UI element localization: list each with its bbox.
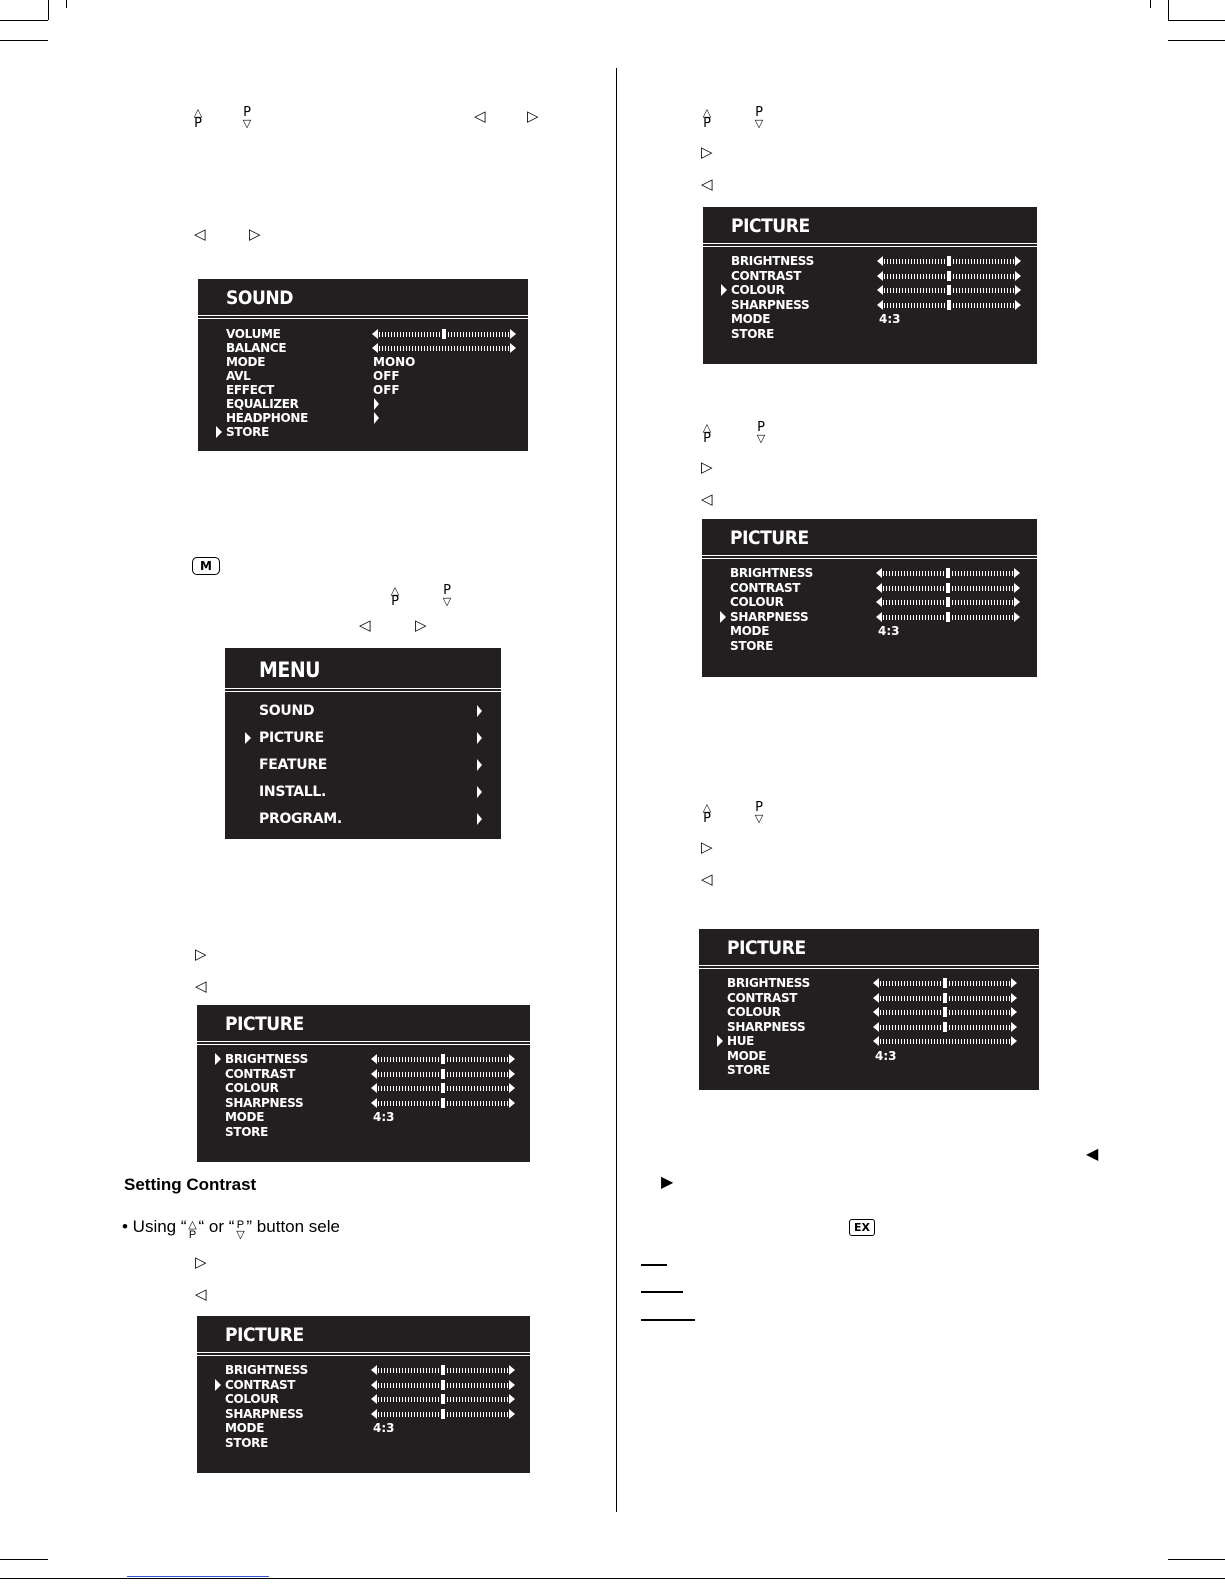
left-arrow-icon: ◁ [195,977,207,995]
menu-button-icon: M [192,557,220,575]
crop-mark [0,1559,48,1560]
balance-slider [372,343,516,353]
colour-slider [371,1394,515,1404]
crop-mark [0,40,48,41]
avl-value: OFF [373,369,400,383]
osd-row-mode: MODE [730,624,770,638]
program-up-icon: △ P [193,106,203,131]
left-arrow-icon: ◁ [195,1285,207,1303]
right-arrow-icon: ▷ [701,143,713,161]
osd-row-brightness: BRIGHTNESS [225,1052,308,1066]
osd-row-volume: VOLUME [226,327,281,341]
sharpness-slider [877,300,1021,310]
program-down-icon: P ▽ [754,105,764,130]
crop-mark [0,20,48,21]
colour-slider [873,1007,1017,1017]
program-down-icon: P ▽ [754,800,764,825]
underline-mark [641,1319,695,1321]
brightness-slider [371,1054,515,1064]
submenu-arrow-icon [477,813,482,825]
osd-row-colour: COLOUR [225,1392,279,1406]
left-arrow-icon: ◁ [194,225,206,243]
right-arrow-icon: ▷ [249,225,261,243]
contrast-slider [371,1380,515,1390]
osd-row-effect: EFFECT [226,383,274,397]
mode-value: 4:3 [879,312,901,326]
osd-row-store: STORE [730,638,773,653]
menu-item-feature: FEATURE [259,757,328,773]
exit-button-icon: EX [849,1219,875,1236]
osd-row-brightness: BRIGHTNESS [730,566,813,580]
sound-menu-osd [198,279,528,451]
picture-menu-osd [197,1005,530,1162]
sharpness-slider [876,612,1020,622]
picture-menu-osd [702,519,1037,677]
submenu-arrow-icon [374,412,379,424]
menu-item-picture: PICTURE [259,730,324,746]
sharpness-slider [873,1022,1017,1032]
osd-row-hue: HUE [727,1034,755,1048]
osd-row-brightness: BRIGHTNESS [225,1363,308,1377]
osd-row-contrast: CONTRAST [731,268,802,283]
menu-item-install: INSTALL. [259,784,327,800]
left-solid-arrow-icon: ◀ [1086,1144,1099,1163]
osd-row-sharpness: SHARPNESS [730,609,809,624]
osd-row-mode: MODE [731,312,771,326]
colour-slider [876,597,1020,607]
osd-row-store: STORE [226,425,269,439]
submenu-arrow-icon [477,759,482,771]
picture-menu-osd-hue [699,929,1039,1090]
left-arrow-icon: ◁ [474,107,486,125]
osd-row-sharpness: SHARPNESS [727,1019,806,1034]
picture-menu-osd [197,1316,530,1473]
brightness-slider [876,568,1020,578]
bottom-rule [0,1578,1225,1579]
volume-slider [372,329,516,339]
program-down-icon: P ▽ [242,105,252,130]
right-arrow-icon: ▷ [415,616,427,634]
osd-title: PICTURE [225,1013,304,1035]
osd-title: MENU [259,658,321,682]
osd-title: PICTURE [225,1324,304,1346]
underline-mark [641,1264,667,1266]
osd-title: PICTURE [731,215,810,237]
left-arrow-icon: ◁ [701,870,713,888]
program-up-icon: △ P [702,801,712,826]
osd-row-store: STORE [225,1124,268,1139]
osd-row-contrast: CONTRAST [730,580,801,595]
program-up-icon: △ P [702,106,712,131]
mode-value: 4:3 [875,1048,897,1063]
contrast-slider [877,271,1021,281]
contrast-slider [371,1069,515,1079]
program-up-inline-icon: △ P [188,1219,197,1241]
right-arrow-icon: ▷ [701,458,713,476]
osd-row-balance: BALANCE [226,341,287,355]
crop-mark [1168,20,1225,21]
osd-row-sharpness: SHARPNESS [225,1406,304,1421]
right-arrow-icon: ▷ [701,838,713,856]
menu-item-program: PROGRAM. [259,811,342,827]
brightness-slider [371,1365,515,1375]
crop-mark [66,0,67,8]
osd-row-mode: MODE [727,1048,767,1063]
mode-value: 4:3 [373,1110,395,1124]
program-down-icon: P ▽ [756,420,766,445]
column-divider [616,68,617,1512]
osd-row-colour: COLOUR [225,1081,279,1095]
selection-cursor-icon [721,284,727,296]
osd-row-store: STORE [225,1435,268,1450]
brightness-slider [877,256,1021,266]
osd-row-equalizer: EQUALIZER [226,397,299,411]
osd-title: PICTURE [727,937,806,959]
osd-row-avl: AVL [226,369,251,383]
submenu-arrow-icon [374,398,379,410]
mode-value: 4:3 [373,1421,395,1435]
osd-row-contrast: CONTRAST [225,1377,296,1392]
colour-slider [877,285,1021,295]
osd-row-store: STORE [731,326,774,341]
brightness-slider [873,978,1017,988]
program-down-icon: P ▽ [442,583,452,608]
instruction-line: • Using “ △ P “ or “ P ▽ ” button sele [122,1217,340,1241]
right-arrow-icon: ▷ [195,1253,207,1271]
osd-row-mode: MODE [226,355,266,369]
colour-slider [371,1083,515,1093]
selection-cursor-icon [717,1035,723,1047]
submenu-arrow-icon [477,786,482,798]
sharpness-slider [371,1409,515,1419]
right-solid-arrow-icon: ▶ [661,1172,674,1191]
osd-row-brightness: BRIGHTNESS [727,976,810,990]
selection-cursor-icon [216,426,222,438]
osd-row-colour: COLOUR [731,283,785,297]
menu-item-sound: SOUND [259,703,315,719]
program-up-icon: △ P [702,421,712,446]
right-arrow-icon: ▷ [195,945,207,963]
left-arrow-icon: ◁ [359,616,371,634]
crop-mark [48,0,49,20]
osd-row-sharpness: SHARPNESS [225,1095,304,1110]
selection-cursor-icon [215,1053,221,1065]
osd-row-brightness: BRIGHTNESS [731,254,814,268]
left-arrow-icon: ◁ [701,490,713,508]
osd-title: PICTURE [730,527,809,549]
osd-row-store: STORE [727,1063,770,1077]
right-arrow-icon: ▷ [527,107,539,125]
crop-mark [1168,1559,1225,1560]
picture-menu-osd [703,207,1037,364]
selection-cursor-icon [245,732,251,744]
osd-row-mode: MODE [225,1421,265,1435]
contrast-slider [873,993,1017,1003]
crop-mark [1168,40,1225,41]
left-arrow-icon: ◁ [701,175,713,193]
crop-mark [1150,0,1151,8]
osd-row-mode: MODE [225,1110,265,1124]
osd-row-colour: COLOUR [730,595,784,609]
osd-row-headphone: HEADPHONE [226,411,309,425]
mode-value: MONO [373,355,416,369]
contrast-slider [876,583,1020,593]
submenu-arrow-icon [477,732,482,744]
mode-value: 4:3 [878,624,900,638]
submenu-arrow-icon [477,705,482,717]
section-heading: Setting Contrast [124,1175,257,1194]
selection-cursor-icon [720,611,726,623]
program-down-inline-icon: P ▽ [236,1219,245,1241]
main-menu-osd [225,648,501,839]
sharpness-slider [371,1098,515,1108]
underline-mark [641,1291,683,1293]
osd-row-contrast: CONTRAST [225,1066,296,1081]
link-underline [127,1576,269,1577]
osd-row-sharpness: SHARPNESS [731,297,810,312]
crop-mark [1168,0,1169,20]
program-up-icon: △ P [390,584,400,609]
osd-title: SOUND [226,287,293,309]
selection-cursor-icon [215,1379,221,1391]
hue-slider [873,1036,1017,1046]
osd-row-contrast: CONTRAST [727,990,798,1005]
osd-row-colour: COLOUR [727,1005,781,1019]
effect-value: OFF [373,383,400,397]
